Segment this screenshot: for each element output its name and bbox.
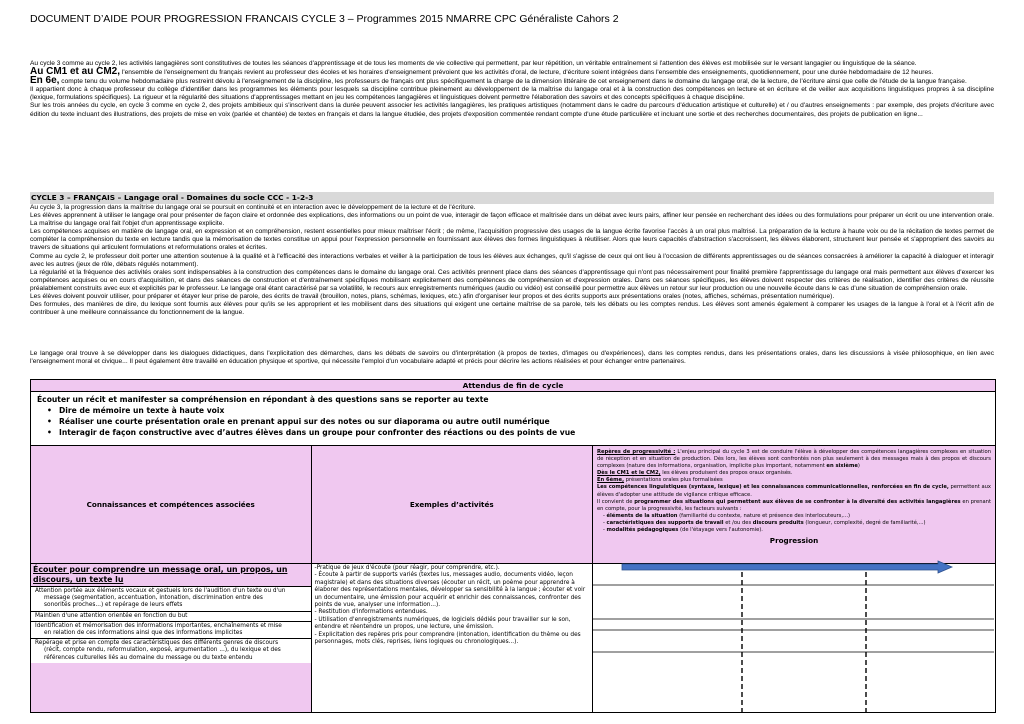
intro-paragraph-4: Il appartient donc à chaque professeur du collège d'identifier dans les programmes les éléments pour lesquels sa discipline contribue pleinement au développement de la maîtrise du langage oral et à la construction des compétences en lecture et en écriture et de veiller aux acquisitions linguistiques propres à sa discipline (lexique, formulations spécifiques). La rigueur et la régularité des situations d'apprentissages mettant en jeu les compétences langagières et linguistiques doivent permettre l'élaboration des savoirs et des concepts spécifiques à chaque discipline. [30, 86, 994, 102]
intro-text-6e: compte tenu du volume hebdomadaire plus restreint dévolu à l'enseignement de la discipline, les professeurs de français ont plus spécifiquement la charge de la dimension littéraire de cet enseignement dans le domaine du langage oral, de la lecture, de l'écriture ainsi que celle de l'étude de la langue française. [59, 78, 967, 86]
oral-paragraph-7: Des formules, des manières de dire, du lexique sont fournis aux élèves pour qu'ils se les approprient et les mobilisent dans des situations qui exigent une certaine maîtrise de sa parole, tels les débats ou les comptes rendus. Les élèves sont amenés également à comparer les usages de la langue à l'oral et à l'écrit afin de contribuer à une meilleure connaissance du fonctionnement de la langue. [30, 301, 994, 317]
section-heading: CYCLE 3 – FRANÇAIS – Langage oral - Domaines du socle CCC - 1-2-3 [30, 192, 994, 204]
competence-item: Identification et mémorisation des informations importantes, enchaînements et mise en relation de ces informations ainsi que des informations implicites [31, 621, 311, 638]
attendus-item: • Dire de mémoire un texte à haute voix [37, 405, 989, 416]
intro-lead-cm: Au CM1 et au CM2, [30, 66, 121, 78]
competence-item: Attention portée aux éléments vocaux et gestuels lors de l'audition d'un texte ou d'un message (segmentation, accentuation, intonation, discrimination entre des sonorités proches...) et repérage de leurs effets [31, 586, 311, 611]
oral-paragraph-5: La régularité et la fréquence des activités orales sont indispensables à la construction des compétences dans le domaine du langage oral. Ces activités prennent place dans des séances d'apprentissage qui n'ont pas nécessairement pour finalité première l'apprentissage du langage oral mais permettent aux élèves d'exercer les compétences acquises ou en cours d'acquisition, et dans des séances de construction et d'entraînement spécifiques mobilisant explicitement des compétences de compréhension et d'expression orales. Dans ces séances spécifiques, les élèves doivent respecter des critères de réalisation, identifier des critères de réussite préalablement construits avec eux et explicités par le professeur. Le langage oral étant caractérisé par sa volatilité, le recours aux enregistrements numériques (audio ou vidéo) est conseillé pour permettre aux élèves un retour sur leur production ou une nouvelle écoute dans le cas d'une situation de compréhension orale. [30, 268, 994, 292]
competence-item: Repérage et prise en compte des caractéristiques des différents genres de discours (récit, compte rendu, reformulation, exposé, argumentation ...), du lexique et des références culturelles liés au domaine du message ou du texte entendu [31, 638, 311, 663]
intro-paragraph-1: Au cycle 3 comme au cycle 2, les activités langagières sont constitutives de toutes les séances d'apprentissage et de tous les moments de vie collective qui permettent, par leur répétition, un véritable entraînement si l'attention des élèves est mobilisée sur le versant langagier ou linguistique de la séance. [30, 60, 917, 67]
example-item: - Écoute à partir de supports variés (textes lus, messages audio, documents vidéo, leçon magistrale) et dans des situations diverses (écouter un récit, un poème pour apprendre à élaborer des représentations mentales, développer sa sensibilité à la langue ; écouter et voir un documentaire, une émission pour acquérir et enrichir des connaissances, confronter des points de vue, analyser une information...). [314, 572, 586, 609]
progression-arrow-icon [620, 560, 955, 574]
intro-paragraph-5: Sur les trois années du cycle, en cycle 3 comme en cycle 2, des projets ambitieux qui s'inscrivent dans la durée peuvent associer les activités langagières, les pratiques artistiques (notamment dans le cadre du parcours d'éducation artistique et culturelle) et / ou d'autres enseignements : par exemple, des projets d'écriture avec édition du texte incluant des illustrations, des projets de mise en voix (parlée et chantée) de textes en français et dans la langue étudiée, des projets d'exposition commentée rendant compte d'une étude particulière et incluant une sortie et des recherches documentaires, des projets de publication en ligne... [30, 102, 994, 118]
reperes-cm: Dès le CM1 et le CM2, les élèves produisent des propos oraux organisés. [596, 470, 793, 477]
oral-paragraph-8: Le langage oral trouve à se développer dans les dialogues didactiques, dans l'explicitation des démarches, dans les débats de savoirs ou d'interprétation (à propos de textes, d'images ou d'expériences), dans les comptes rendus, dans les présentations orales, dans les discussions à visée philosophique, en lien avec l'enseignement moral et civique... Il peut également être travaillé en éducation physique et sportive, qui nécessite l'emploi d'un vocabulaire adapté et précis pour décrire les actions réalisées et pour échanger entre partenaires. [30, 350, 994, 366]
reperes-cell [592, 446, 995, 564]
factor-item: - éléments de la situation (familiarité du contexte, nature et présence des interlocuteurs,...) [603, 513, 991, 520]
examples-cell [311, 564, 592, 713]
intro-section [30, 60, 994, 119]
competence-subheading: Écouter pour comprendre un message oral, un propos, un discours, un texte lu [33, 565, 288, 584]
factor-item: - caractéristiques des supports de travail et /ou des discours produits (longueur, complexité, degré de familiarité,...) [603, 520, 991, 527]
reperes-factors [597, 513, 991, 534]
column-head-connaissances: Connaissances et compétences associées [31, 446, 312, 564]
table-header: Attendus de fin de cycle [31, 380, 996, 392]
factor-item: - modalités pédagogiques (de l'étayage vers l'autonomie). [603, 527, 991, 534]
competence-item: Maintien d'une attention orientée en fonction du but [31, 611, 311, 621]
reperes-label: Repères de progressivité : [596, 449, 676, 455]
competences-cell [31, 564, 312, 713]
progression-table [30, 379, 996, 713]
column-head-exemples: Exemples d’activités [311, 446, 592, 564]
attendus-title: Écouter un récit et manifester sa compréhension en répondant à des questions sans se reporter au texte [37, 395, 489, 404]
attendus-list [37, 405, 989, 438]
progression-label: Progression [769, 536, 819, 546]
document-title: DOCUMENT D’AIDE POUR PROGRESSION FRANCAIS CYCLE 3 – Programmes 2015 NMARRE CPC Généraliste Cahors 2 [30, 13, 619, 25]
reperes-programmer: Il convient de programmer des situations qui permettent aux élèves de se confronter à la diversité des activités langagières en prenant en compte, pour la progressivité, les facteurs suivants : [596, 498, 991, 512]
progression-grid-cell [592, 564, 995, 713]
example-item: - Utilisation d'enregistrements numériques, de logiciels dédiés pour travailler sur le son, entendre et réentendre un propos, une lecture, une émission. [314, 616, 571, 631]
reperes-6e: En 6ème, présentations orales plus formalisées [596, 477, 723, 484]
attendus-cell [31, 392, 996, 446]
progression-grid [593, 564, 994, 712]
oral-paragraph-3: Les compétences acquises en matière de langage oral, en expression et en compréhension, restent essentielles pour mieux maîtriser l'écrit ; de même, l'acquisition progressive des usages de la langue écrite favorise l'accès à un oral plus maîtrisé. La préparation de la lecture à haute voix ou de la récitation de textes permet de compléter la compréhension du texte en lecture tandis que la mémorisation de textes constitue un appui pour l'expression personnelle en fournissant aux élèves des formes linguistiques à réutiliser. Alors que leurs capacités d'abstraction s'accroissent, les élèves élaborent, structurent leur pensée et s'approprient des savoirs au travers de situations qui articulent formulations et reformulations orales et écrites. [30, 228, 994, 252]
intro-lead-6e: En 6e, [30, 75, 60, 87]
oral-paragraph-1: Au cycle 3, la progression dans la maîtrise du langage oral se poursuit en continuité et en interaction avec le développement de la lecture et de l'écriture. [30, 204, 476, 211]
attendus-item: • Réaliser une courte présentation orale en prenant appui sur des notes ou sur diaporama ou autre outil numérique [37, 416, 989, 427]
example-item: - Explicitation des repères pris pour comprendre (intonation, identification du thème ou des personnages, mots clés, reprises, liens logiques ou chronologiques...). [314, 631, 581, 646]
oral-paragraph-4: Comme au cycle 2, le professeur doit porter une attention soutenue à la qualité et à l'efficacité des interactions verbales et veiller à la participation de tous les élèves aux échanges, qu'il s'agisse de ceux qui ont lieu à l'occasion de différents apprentissages ou de séances consacrées à améliorer la capacité à dialoguer et interagir avec les autres (jeux de rôle, débats régulés notamment). [30, 252, 994, 268]
intro-paragraph-2 [30, 68, 994, 77]
intro-text-cm: l'ensemble de l'enseignement du français revient au professeur des écoles et les horaires d'enseignement prévoient que les activités d'oral, de lecture, d'écriture soient intégrées dans l'ensemble des enseignements, quotidiennement, pour une durée hebdomadaire de 12 heures. [120, 69, 934, 77]
example-item: -Pratique de jeux d'écoute (pour réagir, pour comprendre, etc.). [314, 565, 500, 571]
reperes-intro: Repères de progressivité : L'enjeu principal du cycle 3 est de conduire l'élève à développer des compétences langagières complexes en situation de réception et en situation de production. Dès lors, les élèves sont confrontés non plus seulement à des messages mais à des propos et discours complexes (nature des informations, organisation, implicite plus important, notamment en sixième) [596, 449, 991, 470]
example-item: - Restitution d'informations entendues. [314, 609, 428, 616]
oral-paragraph-2: Les élèves apprennent à utiliser le langage oral pour présenter de façon claire et ordonnée des explications, des informations ou un point de vue, interagir de façon efficace et maîtrisée dans un débat avec leurs pairs, affiner leur pensée en recherchant des idées ou des formulations pour préparer un écrit ou une intervention orale. La maîtrise du langage oral fait l'objet d'un apprentissage explicite. [30, 212, 994, 228]
intro-paragraph-3 [30, 77, 994, 86]
attendus-item: • Interagir de façon constructive avec d’autres élèves dans un groupe pour confronter des réactions ou des points de vue [37, 427, 989, 438]
oral-section [30, 204, 994, 317]
oral-paragraph-6: Les élèves doivent pouvoir utiliser, pour préparer et étayer leur prise de parole, des écrits de travail (brouillon, notes, plans, schémas, lexiques, etc.) afin d'organiser leur propos et des écrits supports aux présentations orales (notes, affiches, schémas, présentation numérique). [30, 293, 835, 301]
reperes-competences: Les compétences linguistiques (syntaxe, lexique) et les connaissances communicationnelles, renforcées en fin de cycle, permettent aux élèves d'adopter une attitude de vigilance critique efficace. [596, 484, 992, 498]
